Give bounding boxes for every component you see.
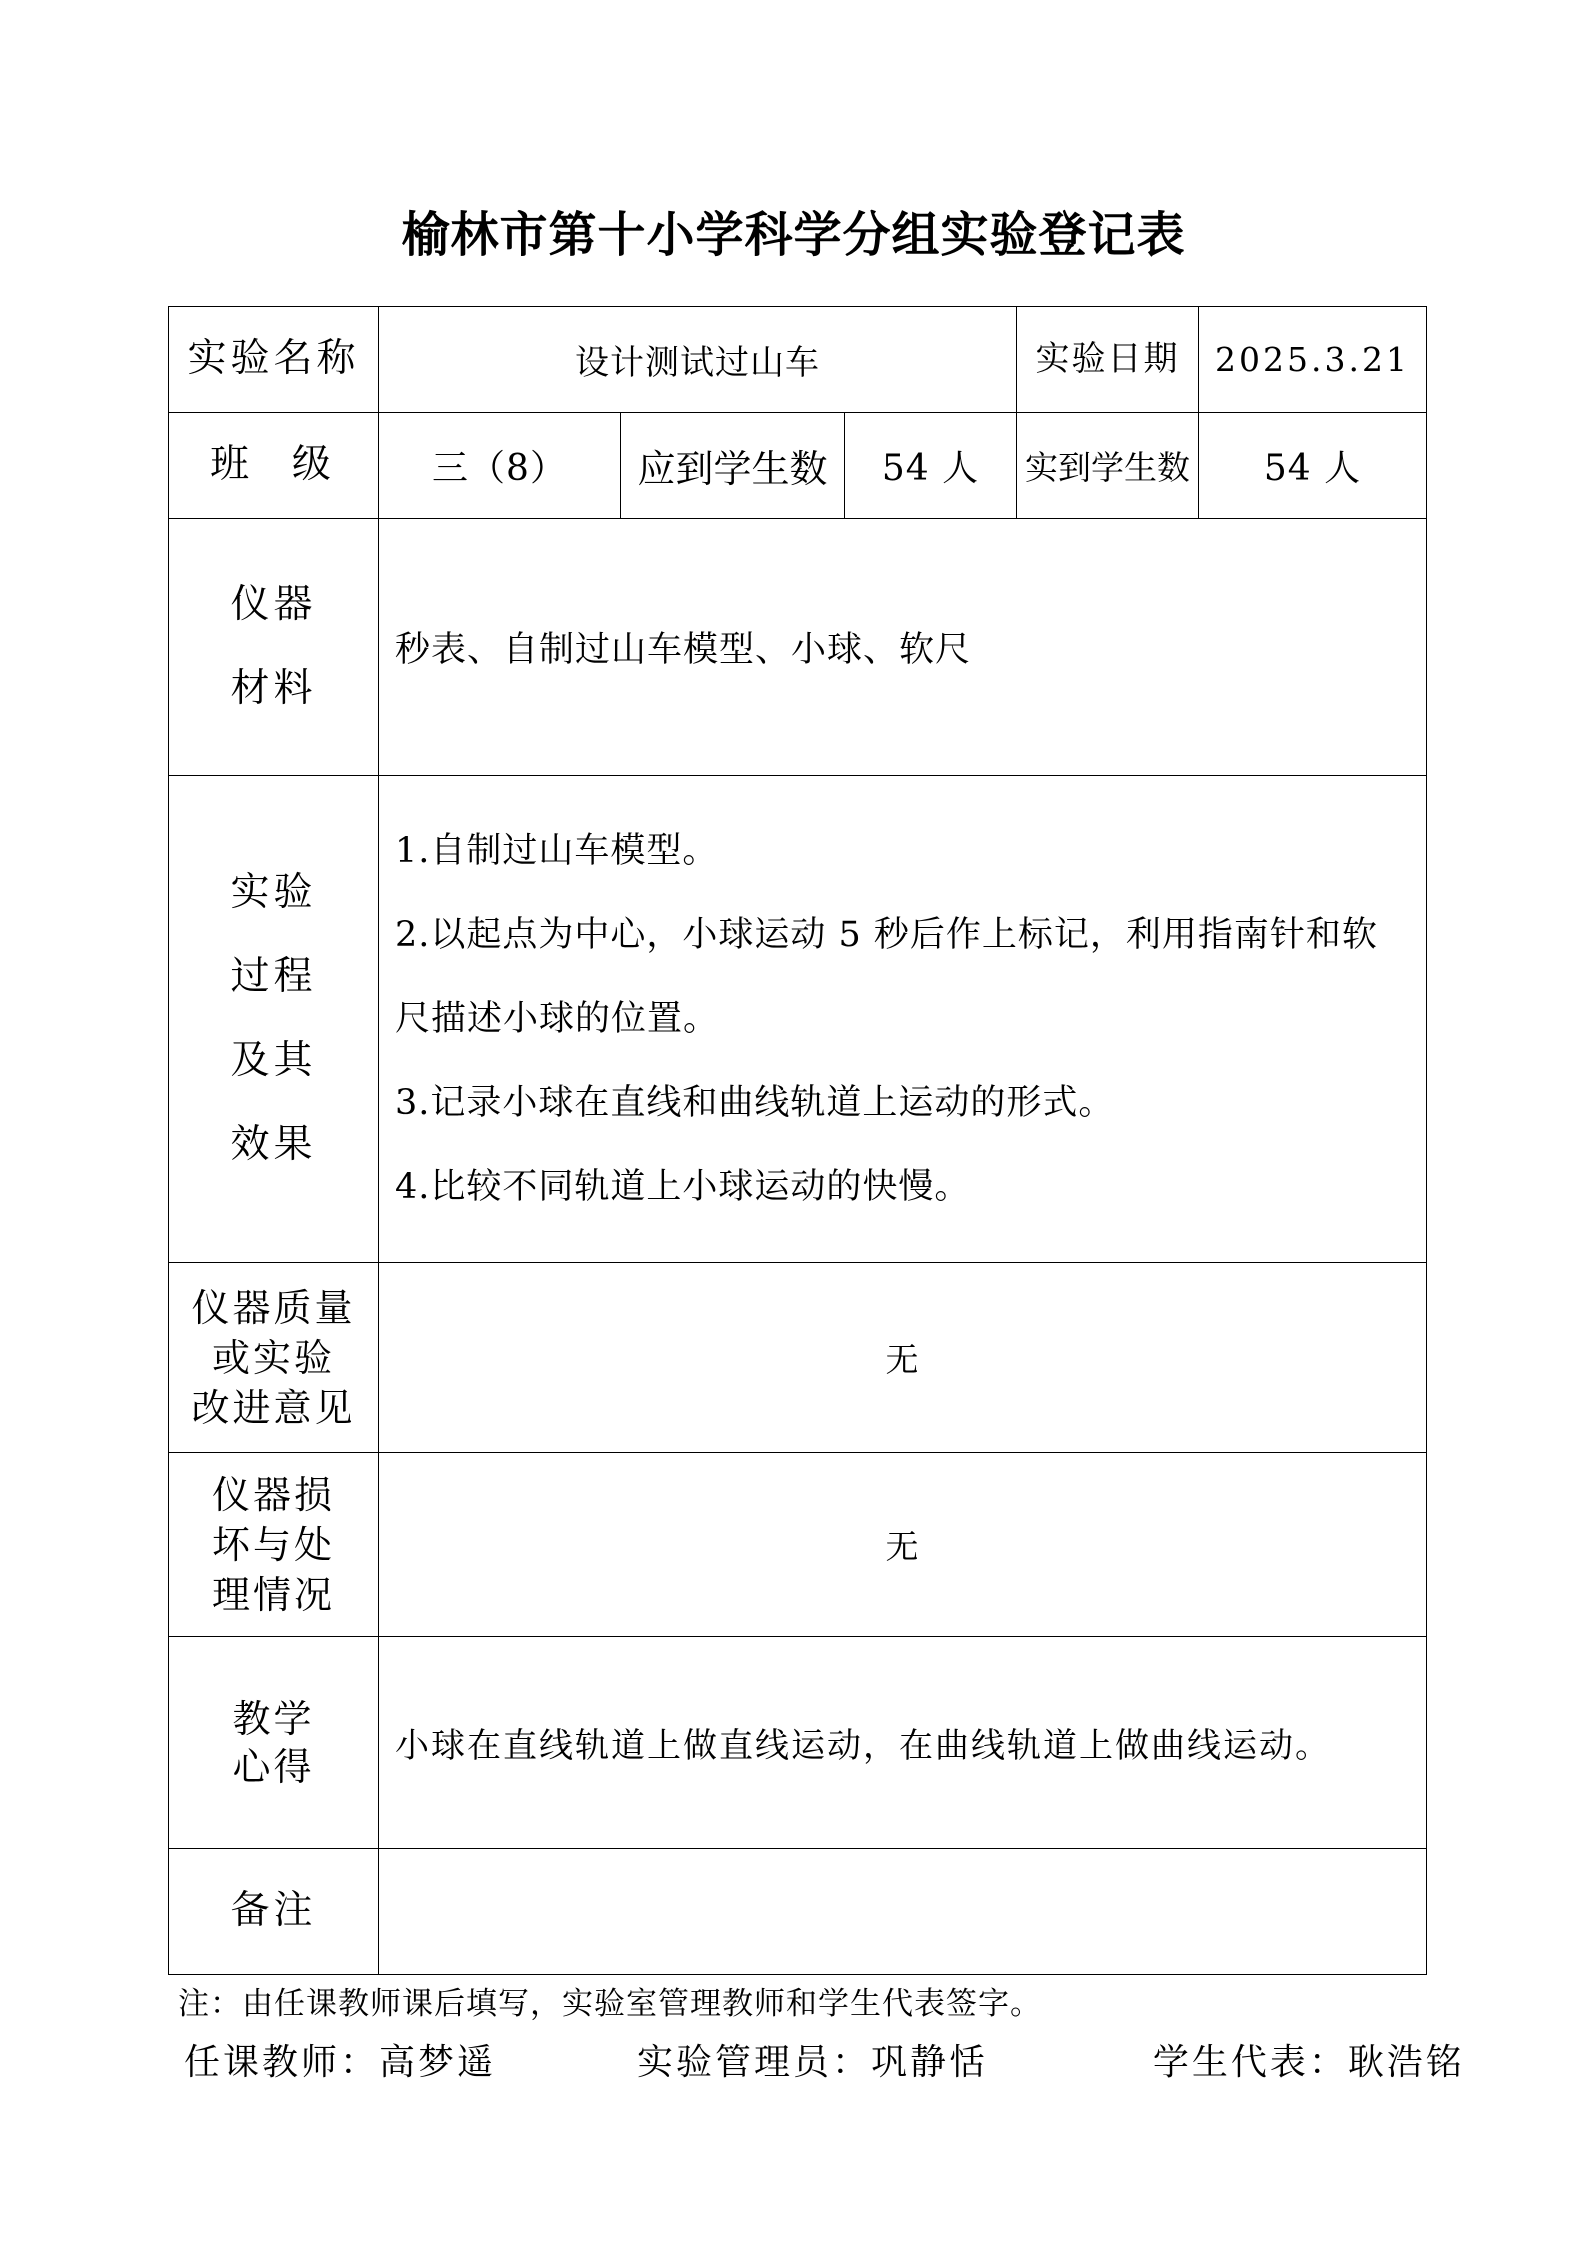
table-row: [169, 1637, 1427, 1849]
quality-label-line: 改进意见: [191, 1385, 356, 1430]
table-row: [169, 413, 1427, 519]
experiment-date-label: 实验日期: [1017, 307, 1199, 413]
materials-label-line: 材料: [230, 666, 317, 711]
lab-admin-label: 实验管理员：: [636, 2042, 871, 2083]
materials-label-line: 仪器: [230, 582, 317, 627]
footer-note: 注：由任课教师课后填写，实验室管理教师和学生代表签字。: [178, 1986, 1042, 2022]
damage-value: 无: [379, 1453, 1427, 1637]
process-content: [379, 776, 1427, 1263]
damage-label-line: 理情况: [211, 1572, 335, 1617]
experiment-register-table: [168, 306, 1427, 1975]
reflection-label-line: 教学: [232, 1696, 315, 1741]
quality-label-line: 仪器质量: [191, 1285, 356, 1330]
table-row: [169, 1453, 1427, 1637]
class-value: 三（8）: [379, 413, 621, 519]
table-row: [169, 1263, 1427, 1453]
process-step: 尺描述小球的位置。: [395, 999, 720, 1039]
expected-students-value: 54 人: [845, 413, 1017, 519]
quality-label-line: 或实验: [211, 1335, 335, 1380]
student-rep-name: 耿浩铭: [1347, 2042, 1465, 2083]
reflection-label-line: 心得: [232, 1744, 315, 1789]
process-label-line: 实验: [230, 870, 317, 915]
lab-admin-name: 巩静恬: [870, 2042, 988, 2083]
reflection-value: 小球在直线轨道上做直线运动，在曲线轨道上做曲线运动。: [379, 1637, 1427, 1849]
signature-line: [184, 2034, 1465, 2085]
process-label: [169, 776, 379, 1263]
class-label: 班 级: [169, 413, 379, 519]
reflection-label: [169, 1637, 379, 1849]
experiment-name-label: 实验名称: [169, 307, 379, 413]
process-label-line: 效果: [230, 1122, 317, 1167]
page-title: 榆林市第十小学科学分组实验登记表: [401, 207, 1186, 263]
table-row: [169, 776, 1427, 1263]
actual-students-value: 54 人: [1199, 413, 1427, 519]
damage-label-line: 坏与处: [211, 1522, 335, 1567]
table-row: [169, 1849, 1427, 1975]
student-rep-label: 学生代表：: [1152, 2042, 1348, 2083]
expected-students-label: 应到学生数: [621, 413, 845, 519]
actual-students-label: 实到学生数: [1017, 413, 1199, 519]
experiment-date-value: 2025.3.21: [1199, 307, 1427, 413]
table-row: [169, 519, 1427, 776]
experiment-name-value: 设计测试过山车: [379, 307, 1017, 413]
teacher-name: 高梦遥: [379, 2042, 497, 2083]
remarks-label: 备注: [169, 1849, 379, 1975]
quality-value: 无: [379, 1263, 1427, 1453]
materials-label: [169, 519, 379, 776]
remarks-value: [379, 1849, 1427, 1975]
process-label-line: 过程: [230, 954, 317, 999]
table-row: [169, 307, 1427, 413]
process-step: 4.比较不同轨道上小球运动的快慢。: [395, 1167, 971, 1207]
damage-label: [169, 1453, 379, 1637]
process-step: 3.记录小球在直线和曲线轨道上运动的形式。: [395, 1083, 1115, 1123]
quality-label: [169, 1263, 379, 1453]
process-step: 2.以起点为中心，小球运动 5 秒后作上标记，利用指南针和软: [395, 915, 1378, 955]
damage-label-line: 仪器损: [211, 1472, 335, 1517]
materials-value: 秒表、自制过山车模型、小球、软尺: [379, 519, 1427, 776]
teacher-label: 任课教师：: [184, 2042, 380, 2083]
process-label-line: 及其: [230, 1038, 317, 1083]
process-step: 1.自制过山车模型。: [395, 831, 719, 871]
